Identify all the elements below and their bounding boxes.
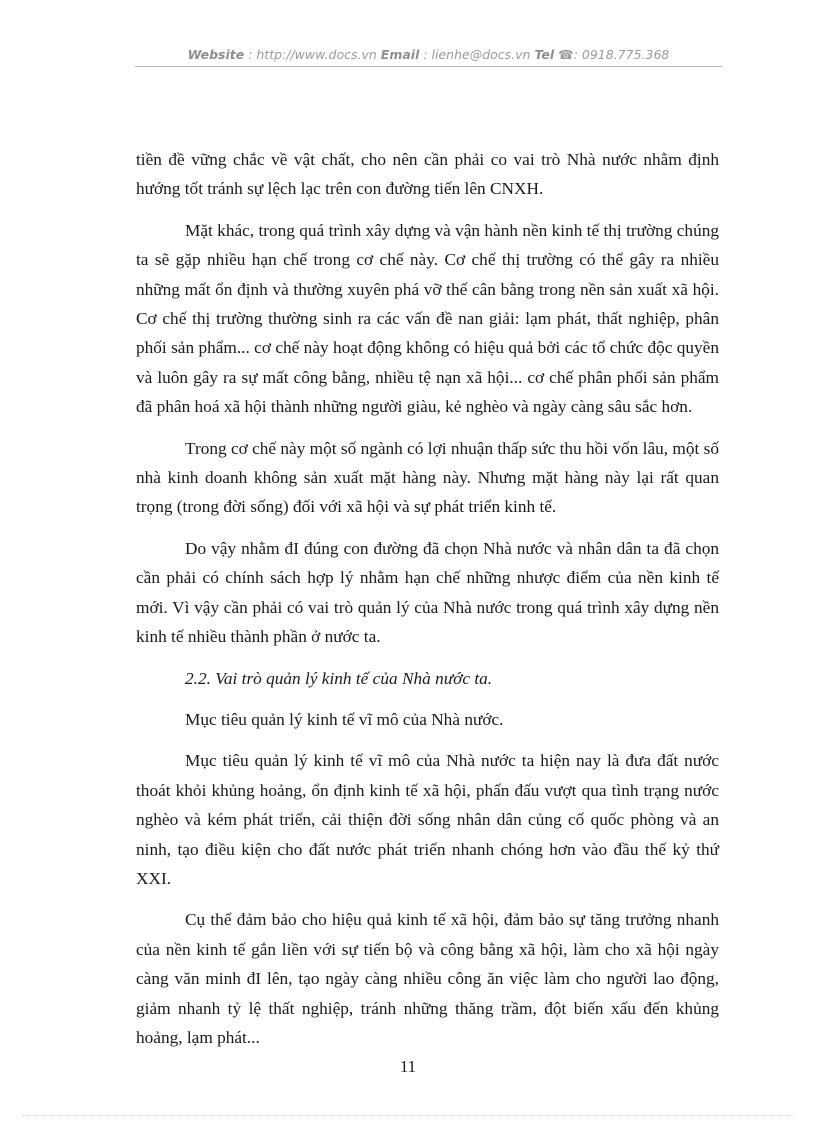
page-number: 11 <box>399 1057 417 1076</box>
website-label: Website <box>187 47 245 62</box>
paragraph: Trong cơ chế này một số ngành có lợi nhuận thấp sức thu hồi vốn lâu, một số nhà kinh doanh không sản xuất mặt hàng này. Nhưng mặt hàng này lại rất quan trọng (trong đời sống) đối với xã hội và sự phát triển kinh tế. <box>136 438 719 517</box>
tel-label: Tel <box>534 47 555 62</box>
page-header <box>135 47 722 62</box>
phone-icon: ☎ <box>558 47 574 62</box>
document-body <box>136 145 719 1064</box>
tel-value: : 0918.775.368 <box>573 47 670 62</box>
paragraph: Do vậy nhằm đI đúng con đường đã chọn Nhà nước và nhân dân ta đã chọn cần phải có chính sách hợp lý nhằm hạn chế những nhược điểm của nền kinh tế mới. Vì vậy cần phải có vai trò quản lý của Nhà nước trong quá trình xây dựng nền kinh tế nhiều thành phần ở nước ta. <box>136 538 719 647</box>
email-label: Email <box>380 47 420 62</box>
paragraph: Mục tiêu quản lý kinh tế vĩ mô của Nhà nước ta hiện nay là đưa đất nước thoát khỏi khủng hoảng, ổn định kinh tế xã hội, phấn đấu vượt qua tình trạng nước nghèo và kém phát triển, cải thiện đời sống nhân dân củng cố quốc phòng và an ninh, tạo điều kiện cho đất nước phát triển nhanh chóng hơn vào đầu thế kỷ thứ XXI. <box>136 751 719 888</box>
subheading: Mục tiêu quản lý kinh tế vĩ mô của Nhà nước. <box>185 709 504 729</box>
website-value: : http://www.docs.vn <box>248 47 377 62</box>
paragraph: Mặt khác, trong quá trình xây dựng và vận hành nền kinh tế thị trường chúng ta sẽ gặp nhiều hạn chế trong cơ chế này. Cơ chế thị trường có thể gây ra nhiều những mất ổn định và thường xuyên phá vỡ thế cân bằng trong nền sản xuất xã hội. Cơ chế thị trường thường sinh ra các vấn đề nan giải: lạm phát, thất nghiệp, phân phối sản phẩm... cơ chế này hoạt động không có hiệu quả bởi các tổ chức độc quyền và luôn gây ra sự mất công bằng, nhiều tệ nạn xã hội... cơ chế phân phối sản phẩm đã phân hoá xã hội thành những người giàu, kẻ nghèo và ngày càng sâu sắc hơn. <box>136 220 719 417</box>
footer-dotted-rule <box>22 1115 794 1116</box>
header-rule <box>135 66 722 67</box>
paragraph: Cụ thể đảm bảo cho hiệu quả kinh tế xã hội, đảm bảo sự tăng trưởng nhanh của nền kinh tế gắn liền với sự tiến bộ và công bằng xã hội, làm cho xã hội ngày càng văn minh đI lên, tạo ngày càng nhiều công ăn việc làm cho người lao động, giảm nhanh tỷ lệ thất nghiệp, tránh những thăng trầm, đột biến xấu đến khủng hoảng, lạm phát... <box>136 910 719 1047</box>
paragraph-continuation: tiền đề vững chắc về vật chất, cho nên cần phải co vai trò Nhà nước nhằm định hướng tốt tránh sự lệch lạc trên con đường tiến lên CNXH. <box>136 150 719 199</box>
section-heading: 2.2. Vai trò quản lý kinh tế của Nhà nước ta. <box>185 668 493 688</box>
email-value: : lienhe@docs.vn <box>423 47 531 62</box>
